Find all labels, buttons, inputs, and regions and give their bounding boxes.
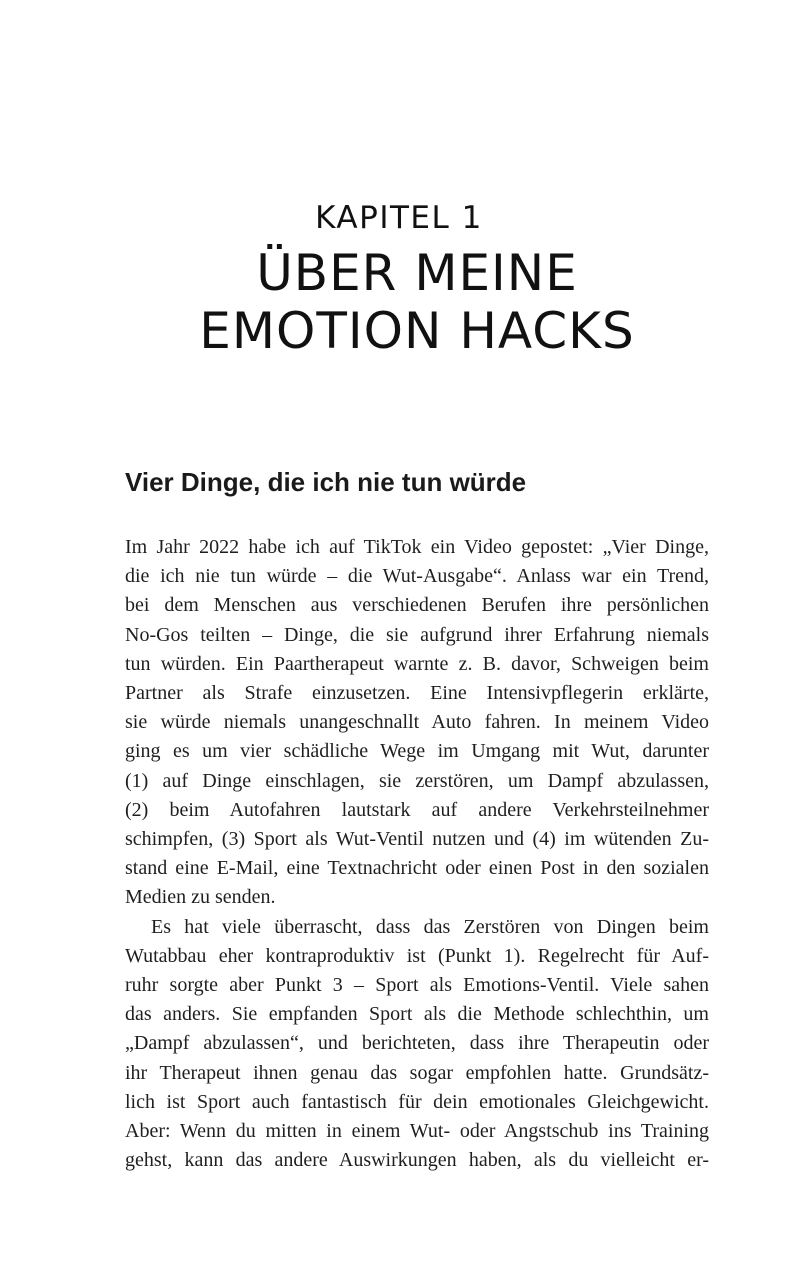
text-line: No-Gos teilten – Dinge, die sie aufgrund ihrer Erfahrung niemals	[125, 623, 709, 646]
text-line: Es hat viele überrascht, dass das Zerstören von Dingen beim	[151, 915, 709, 938]
text-line: Wutabbau eher kontraproduktiv ist (Punkt 1). Regelrecht für Auf-	[125, 944, 709, 967]
text-line: stand eine E-Mail, eine Textnachricht oder einen Post in den sozialen	[125, 857, 709, 880]
text-line: das anders. Sie empfanden Sport als die Methode schlechthin, um	[125, 1003, 709, 1026]
text-line: ging es um vier schädliche Wege im Umgang mit Wut, darunter	[125, 740, 709, 763]
text-line: (2) beim Autofahren lautstark auf andere Verkehrsteilnehmer	[125, 798, 709, 821]
text-line: Im Jahr 2022 habe ich auf TikTok ein Video gepostet: „Vier Dinge,	[125, 536, 709, 558]
paragraph-1	[125, 533, 709, 913]
text-line: Aber: Wenn du mitten in einem Wut- oder Angstschub ins Training	[125, 1120, 709, 1143]
text-line: Partner als Strafe einzusetzen. Eine Intensivpflegerin erklärte,	[125, 682, 709, 705]
text-line: ruhr sorgte aber Punkt 3 – Sport als Emotions-Ventil. Viele sahen	[125, 974, 709, 997]
text-line: schimpfen, (3) Sport als Wut-Ventil nutzen und (4) im wütenden Zu-	[125, 828, 709, 851]
text-line: tun würden. Ein Paartherapeut warnte z. B. davor, Schweigen beim	[125, 652, 709, 675]
text-line: Medien zu senden.	[125, 886, 276, 909]
text-line: die ich nie tun würde – die Wut-Ausgabe“. Anlass war ein Trend,	[125, 565, 709, 588]
chapter-title	[0, 244, 798, 360]
paragraph-2	[125, 913, 709, 1176]
chapter-title-line-2: EMOTION HACKS	[199, 302, 635, 360]
section-heading: Vier Dinge, die ich nie tun würde	[125, 467, 527, 497]
text-line: sie würde niemals unangeschnallt Auto fahren. In meinem Video	[125, 711, 709, 734]
chapter-label: KAPITEL 1	[315, 200, 483, 236]
text-line: lich ist Sport auch fantastisch für dein emotionales Gleichgewicht.	[125, 1090, 709, 1113]
text-line: (1) auf Dinge einschlagen, sie zerstören, um Dampf abzulassen,	[125, 769, 709, 792]
text-line: bei dem Menschen aus verschiedenen Berufen ihre persönlichen	[125, 594, 709, 617]
text-line: „Dampf abzulassen“, und berichteten, dass ihre Therapeutin oder	[125, 1032, 709, 1055]
text-line: gehst, kann das andere Auswirkungen haben, als du vielleicht er-	[125, 1149, 709, 1172]
text-line: ihr Therapeut ihnen genau das sogar empfohlen hatte. Grundsätz-	[125, 1061, 709, 1084]
body-text	[125, 533, 709, 1175]
chapter-title-line-1: ÜBER MEINE	[256, 244, 578, 302]
